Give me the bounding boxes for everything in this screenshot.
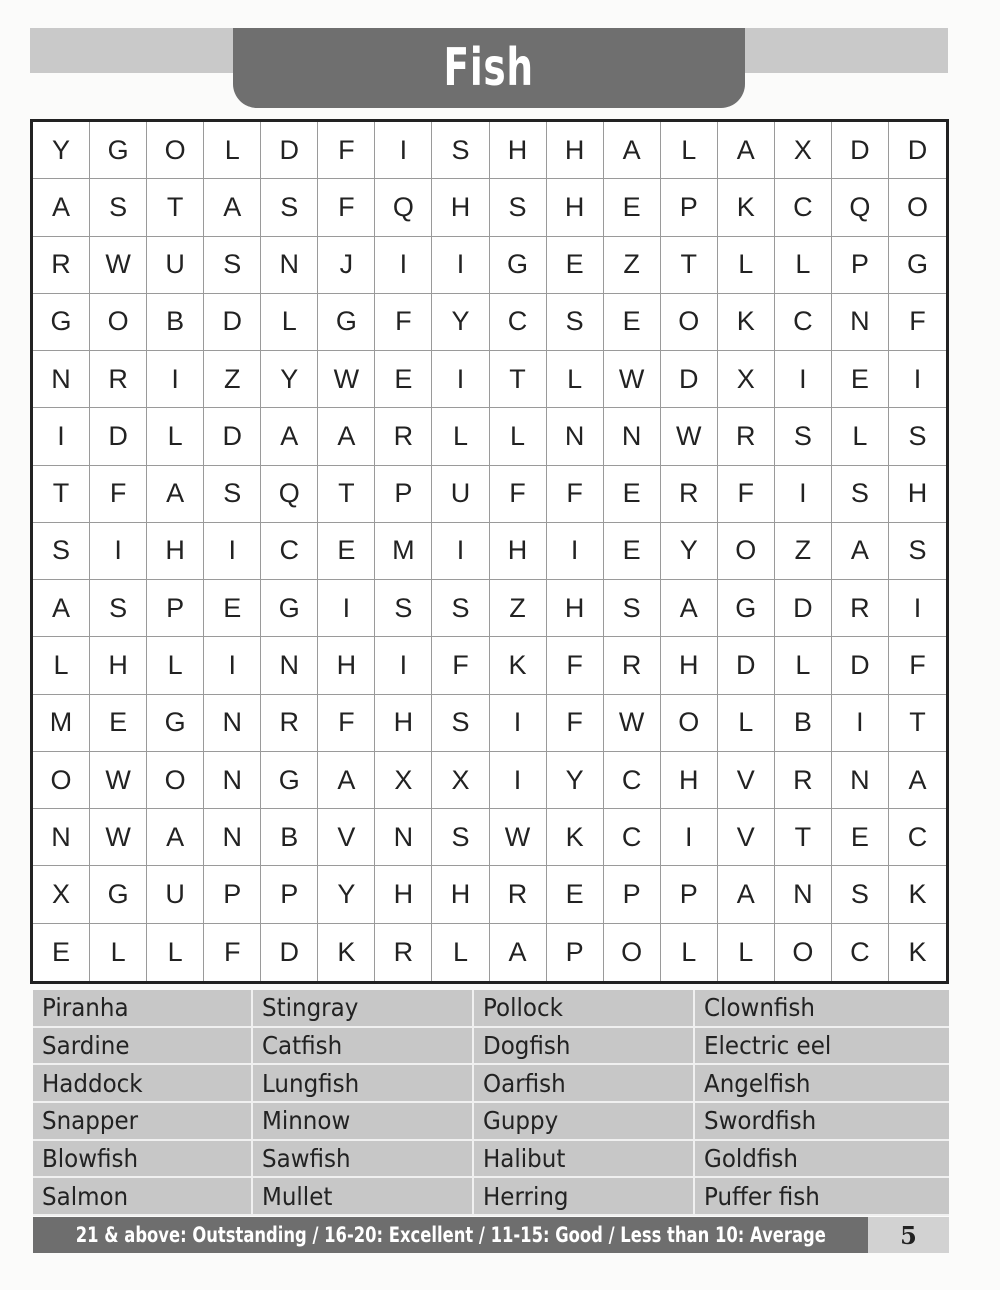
word-list-item [253, 990, 474, 1028]
page-title: Fish [443, 38, 535, 98]
grid-cell[interactable]: N [261, 637, 318, 694]
grid-cell[interactable]: L [147, 924, 204, 981]
grid-cell[interactable]: N [204, 695, 261, 752]
grid-cell[interactable]: F [490, 466, 547, 523]
grid-cell[interactable]: T [775, 809, 832, 866]
grid-cell[interactable]: K [889, 866, 946, 923]
grid-cell[interactable]: S [90, 179, 147, 236]
grid-cell[interactable]: A [147, 809, 204, 866]
grid-cell[interactable]: R [90, 351, 147, 408]
grid-cell[interactable]: D [204, 294, 261, 351]
grid-cell[interactable]: H [547, 580, 604, 637]
grid-cell[interactable]: A [604, 122, 661, 179]
grid-cell[interactable]: T [661, 237, 718, 294]
grid-cell[interactable]: Q [832, 179, 889, 236]
grid-cell[interactable]: E [604, 294, 661, 351]
grid-cell[interactable]: E [547, 237, 604, 294]
grid-cell[interactable]: J [318, 237, 375, 294]
grid-cell[interactable]: A [832, 523, 889, 580]
grid-cell[interactable]: O [90, 294, 147, 351]
grid-cell[interactable]: S [204, 237, 261, 294]
grid-cell[interactable]: T [33, 466, 90, 523]
grid-cell[interactable]: O [147, 752, 204, 809]
grid-cell[interactable]: T [318, 466, 375, 523]
grid-cell[interactable]: G [718, 580, 775, 637]
grid-cell[interactable]: L [90, 924, 147, 981]
grid-cell[interactable]: E [318, 523, 375, 580]
grid-cell[interactable]: E [604, 523, 661, 580]
word-label: Halibut [483, 1143, 566, 1173]
grid-cell[interactable]: L [775, 237, 832, 294]
word-label: Sawfish [262, 1143, 351, 1173]
scoring-text: 21 & above: Outstanding / 16-20: Excellent / 11-15: Good / Less than 10: Average [75, 1223, 826, 1247]
word-list-item [474, 1141, 695, 1179]
word-label: Clownfish [704, 993, 815, 1023]
grid-cell[interactable]: S [432, 695, 489, 752]
grid-cell[interactable]: H [375, 866, 432, 923]
grid-cell[interactable]: H [90, 637, 147, 694]
word-list-item [695, 1065, 949, 1103]
grid-cell[interactable]: I [432, 351, 489, 408]
grid-cell[interactable]: S [432, 580, 489, 637]
word-label: Pollock [483, 993, 563, 1023]
grid-cell[interactable]: H [375, 695, 432, 752]
grid-cell[interactable]: V [718, 752, 775, 809]
grid-cell[interactable]: A [261, 408, 318, 465]
word-list-item [695, 1028, 949, 1066]
grid-cell[interactable]: A [490, 924, 547, 981]
grid-cell[interactable]: S [90, 580, 147, 637]
grid-cell[interactable]: P [147, 580, 204, 637]
grid-cell[interactable]: D [718, 637, 775, 694]
grid-cell[interactable]: I [147, 351, 204, 408]
grid-cell[interactable]: A [661, 580, 718, 637]
grid-cell[interactable]: G [33, 294, 90, 351]
grid-cell[interactable]: W [90, 752, 147, 809]
grid-cell[interactable]: F [718, 466, 775, 523]
grid-cell[interactable]: E [375, 351, 432, 408]
grid-cell[interactable]: A [889, 752, 946, 809]
grid-cell[interactable]: F [318, 695, 375, 752]
grid-cell[interactable]: C [775, 179, 832, 236]
grid-cell[interactable]: W [90, 809, 147, 866]
grid-cell[interactable]: F [547, 695, 604, 752]
grid-cell[interactable]: P [204, 866, 261, 923]
grid-cell[interactable]: Y [547, 752, 604, 809]
grid-cell[interactable]: E [33, 924, 90, 981]
page-number-box [868, 1217, 949, 1253]
grid-cell[interactable]: I [889, 580, 946, 637]
grid-cell[interactable]: P [661, 866, 718, 923]
grid-cell[interactable]: K [718, 179, 775, 236]
grid-cell[interactable]: S [889, 523, 946, 580]
grid-cell[interactable]: R [661, 466, 718, 523]
grid-cell[interactable]: C [490, 294, 547, 351]
grid-cell[interactable]: C [775, 294, 832, 351]
grid-cell[interactable]: D [832, 637, 889, 694]
grid-cell[interactable]: I [375, 122, 432, 179]
grid-cell[interactable]: L [432, 408, 489, 465]
grid-cell[interactable]: N [832, 294, 889, 351]
grid-cell[interactable]: L [832, 408, 889, 465]
grid-cell[interactable]: G [90, 866, 147, 923]
grid-cell[interactable]: D [661, 351, 718, 408]
word-label: Snapper [42, 1106, 139, 1136]
grid-cell[interactable]: I [432, 523, 489, 580]
grid-cell[interactable]: L [661, 924, 718, 981]
word-label: Guppy [483, 1106, 559, 1136]
grid-cell[interactable]: I [375, 637, 432, 694]
word-list-item [695, 990, 949, 1028]
grid-cell[interactable]: C [604, 752, 661, 809]
word-list-item [474, 1178, 695, 1216]
grid-cell[interactable]: K [718, 294, 775, 351]
grid-cell[interactable]: O [147, 122, 204, 179]
grid-cell[interactable]: Z [604, 237, 661, 294]
word-list-item [253, 1103, 474, 1141]
grid-cell[interactable]: X [432, 752, 489, 809]
grid-cell[interactable]: S [832, 866, 889, 923]
word-list-item [33, 1065, 253, 1103]
grid-cell[interactable]: P [604, 866, 661, 923]
grid-cell[interactable]: E [204, 580, 261, 637]
grid-cell[interactable]: F [889, 637, 946, 694]
grid-cell[interactable]: H [889, 466, 946, 523]
grid-cell[interactable]: I [889, 351, 946, 408]
word-label: Puffer fish [704, 1181, 820, 1211]
grid-cell[interactable]: O [718, 523, 775, 580]
word-label: Catfish [262, 1030, 343, 1060]
word-label: Blowfish [42, 1143, 139, 1173]
grid-cell[interactable]: E [90, 695, 147, 752]
grid-cell[interactable]: D [775, 580, 832, 637]
grid-cell[interactable]: Y [661, 523, 718, 580]
grid-cell[interactable]: A [33, 580, 90, 637]
grid-cell[interactable]: F [318, 179, 375, 236]
grid-cell[interactable]: Q [261, 466, 318, 523]
grid-cell[interactable]: C [261, 523, 318, 580]
grid-cell[interactable]: O [775, 924, 832, 981]
grid-cell[interactable]: M [375, 523, 432, 580]
grid-cell[interactable]: N [775, 866, 832, 923]
word-label: Haddock [42, 1068, 143, 1098]
grid-cell[interactable]: I [204, 523, 261, 580]
grid-cell[interactable]: A [33, 179, 90, 236]
grid-cell[interactable]: R [718, 408, 775, 465]
grid-cell[interactable]: A [318, 752, 375, 809]
word-label: Dogfish [483, 1030, 571, 1060]
grid-cell[interactable]: L [261, 294, 318, 351]
grid-cell[interactable]: I [204, 637, 261, 694]
grid-cell[interactable]: H [490, 122, 547, 179]
grid-cell[interactable]: R [33, 237, 90, 294]
grid-cell[interactable]: W [661, 408, 718, 465]
word-label: Lungfish [262, 1068, 360, 1098]
word-label: Mullet [262, 1181, 333, 1211]
grid-cell[interactable]: E [604, 466, 661, 523]
word-label: Piranha [42, 993, 129, 1023]
word-list-item [253, 1028, 474, 1066]
grid-cell[interactable]: R [490, 866, 547, 923]
grid-cell[interactable]: T [490, 351, 547, 408]
grid-cell[interactable]: K [547, 809, 604, 866]
grid-cell[interactable]: M [33, 695, 90, 752]
grid-cell[interactable]: L [661, 122, 718, 179]
grid-cell[interactable]: F [547, 637, 604, 694]
word-list-item [33, 1178, 253, 1216]
grid-cell[interactable]: R [775, 752, 832, 809]
grid-cell[interactable]: H [490, 523, 547, 580]
word-list-item [33, 1028, 253, 1066]
grid-cell[interactable]: K [908, 936, 927, 967]
grid-cell[interactable]: Y [261, 351, 318, 408]
grid-cell[interactable]: Z [490, 580, 547, 637]
grid-cell[interactable]: R [375, 408, 432, 465]
grid-cell[interactable]: F [318, 122, 375, 179]
grid-cell[interactable]: L [147, 637, 204, 694]
grid-cell[interactable]: E [547, 866, 604, 923]
word-list-item [474, 1028, 695, 1066]
grid-cell[interactable]: A [318, 408, 375, 465]
grid-cell[interactable]: S [490, 179, 547, 236]
grid-cell[interactable]: L [490, 408, 547, 465]
grid-cell[interactable]: S [775, 408, 832, 465]
grid-cell[interactable]: T [147, 179, 204, 236]
grid-cell[interactable]: C [604, 809, 661, 866]
grid-cell[interactable]: E [604, 179, 661, 236]
grid-cell[interactable]: L [204, 122, 261, 179]
grid-cell[interactable]: H [318, 637, 375, 694]
grid-cell[interactable]: G [261, 752, 318, 809]
grid-cell[interactable]: F [204, 924, 261, 981]
grid-cell[interactable]: H [432, 179, 489, 236]
grid-cell[interactable]: P [832, 237, 889, 294]
grid-cell[interactable]: D [832, 122, 889, 179]
grid-cell[interactable]: I [375, 237, 432, 294]
grid-cell[interactable]: E [832, 809, 889, 866]
grid-cell[interactable]: D [261, 924, 318, 981]
grid-cell[interactable]: V [718, 809, 775, 866]
grid-cell[interactable]: D [204, 408, 261, 465]
grid-cell[interactable]: P [261, 866, 318, 923]
grid-cell[interactable]: S [204, 466, 261, 523]
grid-cell[interactable]: N [375, 809, 432, 866]
word-list [33, 990, 949, 1216]
grid-cell[interactable]: E [832, 351, 889, 408]
grid-cell[interactable]: G [490, 237, 547, 294]
scoring-bar [33, 1217, 868, 1253]
grid-cell[interactable]: N [604, 408, 661, 465]
word-list-item [253, 1141, 474, 1179]
grid-cell[interactable]: B [775, 695, 832, 752]
word-label: Swordfish [704, 1106, 817, 1136]
word-list-item [33, 1103, 253, 1141]
grid-cell[interactable]: H [432, 866, 489, 923]
grid-cell[interactable]: D [90, 408, 147, 465]
grid-cell[interactable]: A [718, 866, 775, 923]
grid-cell[interactable]: O [889, 179, 946, 236]
grid-cell[interactable]: S [547, 294, 604, 351]
grid-cell[interactable]: Z [775, 523, 832, 580]
grid-cell[interactable]: H [661, 752, 718, 809]
grid-cell[interactable]: L [718, 924, 775, 981]
grid-cell[interactable]: S [261, 179, 318, 236]
grid-cell[interactable]: P [547, 924, 604, 981]
grid-cell[interactable]: H [547, 179, 604, 236]
grid-cell[interactable]: A [204, 179, 261, 236]
word-label: Herring [483, 1181, 569, 1211]
grid-cell[interactable]: I [775, 351, 832, 408]
grid-cell[interactable]: S [432, 809, 489, 866]
grid-cell[interactable]: B [261, 809, 318, 866]
grid-cell[interactable]: I [832, 695, 889, 752]
grid-cell[interactable]: G [147, 695, 204, 752]
grid-cell[interactable]: R [375, 924, 432, 981]
grid-cell[interactable]: N [204, 752, 261, 809]
word-label: Electric eel [704, 1030, 832, 1060]
grid-cell[interactable]: R [261, 695, 318, 752]
word-list-item [474, 1065, 695, 1103]
word-search-grid [30, 119, 949, 984]
grid-cell[interactable]: I [90, 523, 147, 580]
grid-cell[interactable]: Y [33, 122, 90, 179]
grid-cell[interactable]: L [33, 637, 90, 694]
grid-cell[interactable]: W [318, 351, 375, 408]
word-label: Oarfish [483, 1068, 566, 1098]
word-label: Goldfish [704, 1143, 798, 1173]
word-label: Angelfish [704, 1068, 811, 1098]
grid-cell[interactable]: S [889, 408, 946, 465]
grid-cell[interactable]: N [832, 752, 889, 809]
grid-cell[interactable]: P [375, 466, 432, 523]
word-list-item [695, 1103, 949, 1141]
word-list-item [695, 1178, 949, 1216]
grid-cell[interactable]: L [147, 408, 204, 465]
grid-cell[interactable]: O [604, 924, 661, 981]
grid-cell[interactable]: I [490, 752, 547, 809]
grid-cell[interactable]: W [90, 237, 147, 294]
word-list-item [253, 1178, 474, 1216]
grid-cell[interactable]: L [432, 924, 489, 981]
grid-cell[interactable]: G [261, 580, 318, 637]
grid-cell[interactable]: O [661, 294, 718, 351]
word-label: Sardine [42, 1030, 130, 1060]
word-list-item [474, 990, 695, 1028]
grid-cell[interactable]: S [604, 580, 661, 637]
grid-cell[interactable]: N [33, 809, 90, 866]
grid-cell[interactable]: I [547, 523, 604, 580]
grid-cell[interactable]: W [604, 351, 661, 408]
page-number: 5 [900, 1220, 917, 1250]
grid-cell[interactable]: Q [375, 179, 432, 236]
grid-cell[interactable]: L [547, 351, 604, 408]
grid-cell[interactable]: B [147, 294, 204, 351]
grid-cell[interactable]: F [547, 466, 604, 523]
word-list-item [695, 1141, 949, 1179]
grid-cell[interactable]: F [90, 466, 147, 523]
grid-cell[interactable]: P [661, 179, 718, 236]
grid-cell[interactable]: G [889, 237, 946, 294]
word-list-item [33, 990, 253, 1028]
grid-cell[interactable]: L [718, 237, 775, 294]
grid-cell[interactable]: F [375, 294, 432, 351]
grid-cell[interactable]: F [889, 294, 946, 351]
grid-cell[interactable]: V [318, 809, 375, 866]
word-list-item [33, 1141, 253, 1179]
grid-cell[interactable]: N [204, 809, 261, 866]
grid-cell[interactable]: C [832, 924, 889, 981]
grid-cell[interactable]: N [261, 237, 318, 294]
grid-cell[interactable]: S [375, 580, 432, 637]
grid-cell[interactable]: N [547, 408, 604, 465]
grid-cell[interactable]: X [775, 122, 832, 179]
grid-cell[interactable]: I [661, 809, 718, 866]
grid-cell[interactable]: X [33, 866, 90, 923]
grid-cell[interactable]: H [547, 122, 604, 179]
grid-cell[interactable]: I [432, 237, 489, 294]
grid-cell[interactable]: U [147, 237, 204, 294]
grid-cell[interactable]: H [147, 523, 204, 580]
grid-cell[interactable]: G [90, 122, 147, 179]
grid-cell[interactable]: X [375, 752, 432, 809]
grid-cell[interactable]: S [432, 122, 489, 179]
grid-cell[interactable]: F [432, 637, 489, 694]
grid-cell[interactable]: S [33, 523, 90, 580]
grid-cell[interactable]: D [889, 122, 946, 179]
grid-cell[interactable]: L [775, 637, 832, 694]
grid-cell[interactable]: A [147, 466, 204, 523]
grid-cell[interactable]: Z [204, 351, 261, 408]
grid-cell[interactable]: H [661, 637, 718, 694]
grid-cell[interactable]: U [432, 466, 489, 523]
grid-cell[interactable]: I [318, 580, 375, 637]
grid-cell[interactable]: Y [432, 294, 489, 351]
grid-cell[interactable]: I [775, 466, 832, 523]
grid-cell[interactable]: O [661, 695, 718, 752]
grid-cell[interactable]: S [832, 466, 889, 523]
grid-cell[interactable]: D [261, 122, 318, 179]
grid-cell[interactable]: C [889, 809, 946, 866]
grid-cell[interactable]: G [318, 294, 375, 351]
grid-cell[interactable]: O [33, 752, 90, 809]
grid-cell[interactable]: T [889, 695, 946, 752]
grid-cell[interactable]: R [832, 580, 889, 637]
grid-cell[interactable]: X [718, 351, 775, 408]
grid-cell[interactable]: U [147, 866, 204, 923]
word-label: Stingray [262, 993, 359, 1023]
title-tab [233, 28, 745, 108]
grid-cell[interactable]: W [604, 695, 661, 752]
word-list-item [474, 1103, 695, 1141]
grid-cell[interactable]: I [33, 408, 90, 465]
grid-cell[interactable]: K [490, 637, 547, 694]
grid-cell[interactable]: I [490, 695, 547, 752]
grid-cell[interactable]: K [318, 924, 375, 981]
word-label: Minnow [262, 1106, 351, 1136]
grid-cell[interactable]: A [718, 122, 775, 179]
grid-cell[interactable]: Y [318, 866, 375, 923]
word-label: Salmon [42, 1181, 129, 1211]
grid-cell[interactable]: W [490, 809, 547, 866]
grid-cell[interactable]: R [604, 637, 661, 694]
word-list-item [253, 1065, 474, 1103]
grid-cell[interactable]: N [33, 351, 90, 408]
grid-cell[interactable]: L [718, 695, 775, 752]
